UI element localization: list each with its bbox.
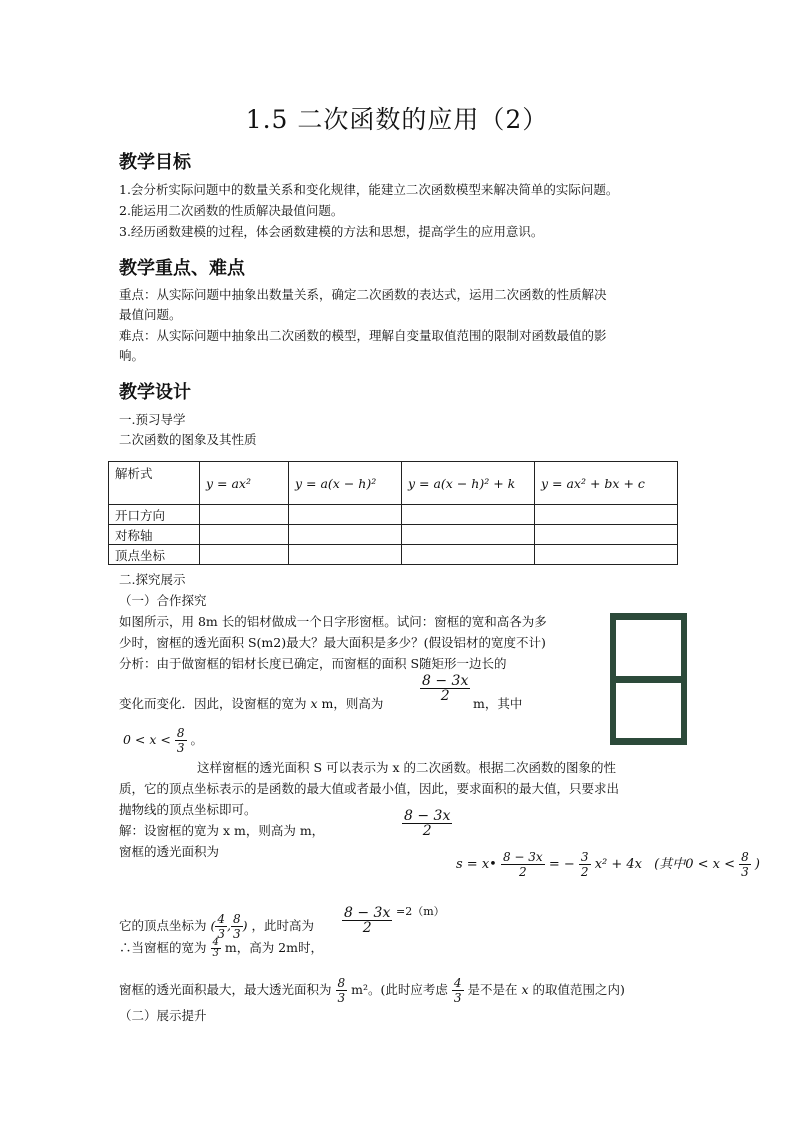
goal-item: 2.能运用二次函数的性质解决最值问题。 bbox=[119, 203, 344, 218]
difficulty-text: 难点：从实际问题中抽象出二次函数的模型，理解自变量取值范围的限制对函数最值的影 bbox=[119, 328, 607, 343]
solution-text: 解：设窗框的宽为 x m，则高为 m， bbox=[119, 823, 325, 838]
therefore-line bbox=[119, 938, 323, 959]
explanation-text: 质，它的顶点坐标表示的是函数的最大值或者最小值，因此，要求面积的最大值，只要求出 bbox=[119, 781, 620, 796]
analysis-text: m，其中 bbox=[473, 696, 523, 711]
table-row bbox=[109, 462, 678, 505]
goal-item: 3.经历函数建模的过程，体会函数建模的方法和思想，提高学生的应用意识。 bbox=[119, 224, 544, 239]
fraction-denominator: 2 bbox=[362, 920, 372, 936]
fraction-numerator: 4 bbox=[217, 912, 226, 926]
analysis-line bbox=[119, 694, 383, 714]
formula-part: x² + 4x bbox=[594, 857, 642, 872]
table-cell bbox=[402, 505, 535, 525]
table-header-cell: y = a(x − h)² + k bbox=[402, 462, 535, 505]
height-fraction bbox=[402, 809, 452, 838]
problem-text: 如图所示，用 8m 长的铝材做成一个日字形窗框。试问：窗框的宽和高各为多 bbox=[119, 614, 547, 629]
table-cell bbox=[289, 545, 402, 565]
fraction-numerator: 8 − 3x bbox=[502, 850, 543, 864]
therefore-text: ∴当窗框的宽为 bbox=[119, 940, 207, 955]
therefore-text: m，高为 2m时， bbox=[224, 940, 323, 955]
key-point-text: 最值问题。 bbox=[119, 307, 182, 322]
table-cell bbox=[289, 505, 402, 525]
height-fraction bbox=[420, 674, 470, 703]
table-cell bbox=[200, 545, 289, 565]
range-expression: 0 < x < bbox=[123, 732, 171, 747]
max-area-text: m²。(此时应考虑 bbox=[351, 982, 448, 997]
table-row bbox=[109, 545, 678, 565]
table-row-label: 顶点坐标 bbox=[109, 545, 200, 565]
fraction-denominator: 2 bbox=[422, 823, 432, 839]
goals-heading: 教学目标 bbox=[119, 152, 191, 173]
table-row bbox=[109, 525, 678, 545]
problem-text: 少时，窗框的透光面积 S(m2)最大？最大面积是多少？(假设铝材的宽度不计) bbox=[119, 635, 546, 650]
table-header-cell: 解析式 bbox=[109, 462, 200, 505]
fraction-numerator: 8 bbox=[741, 850, 749, 864]
analysis-text: 变化而变化．因此，设窗框的宽为 bbox=[119, 696, 307, 711]
window-frame-figure bbox=[610, 613, 687, 745]
formula-part: ) bbox=[754, 857, 760, 872]
difficulty-text: 响。 bbox=[119, 348, 145, 363]
explanation-text: 这样窗框的透光面积 S 可以表示为 x 的二次函数。根据二次函数的图象的性 bbox=[197, 760, 617, 775]
window-pane-top bbox=[616, 620, 681, 676]
fraction-numerator: 8 bbox=[337, 976, 346, 990]
range-line bbox=[123, 726, 203, 755]
explore-label: 二.探究展示 bbox=[119, 572, 186, 587]
explanation-text: 抛物线的顶点坐标即可。 bbox=[119, 802, 257, 817]
table-cell bbox=[402, 525, 535, 545]
solution-text: 窗框的透光面积为 bbox=[119, 844, 220, 859]
goal-item: 1.会分析实际问题中的数量关系和变化规律，能建立二次函数模型来解决简单的实际问题。 bbox=[119, 182, 619, 197]
table-cell bbox=[200, 525, 289, 545]
key-heading: 教学重点、难点 bbox=[119, 258, 245, 279]
fraction-denominator: 3 bbox=[337, 991, 346, 1005]
fraction-numerator: 4 bbox=[453, 976, 462, 990]
table-cell bbox=[402, 545, 535, 565]
table-cell bbox=[535, 525, 678, 545]
fraction-numerator: 8 − 3x bbox=[404, 808, 451, 824]
fraction-denominator: 2 bbox=[580, 865, 589, 879]
analysis-text: 分析：由于做窗框的铝材长度已确定，而窗框的面积 S随矩形一边长的 bbox=[119, 656, 507, 671]
window-pane-bottom bbox=[616, 683, 681, 738]
fraction-denominator: 3 bbox=[233, 927, 241, 941]
table-cell bbox=[289, 525, 402, 545]
table-row-label: 对称轴 bbox=[109, 525, 200, 545]
max-area-text: 的取值范围之内) bbox=[532, 982, 625, 997]
preview-label: 一.预习导学 bbox=[119, 412, 186, 427]
variable-x: x bbox=[521, 982, 529, 997]
design-heading: 教学设计 bbox=[119, 382, 191, 403]
fraction-numerator: 8 bbox=[233, 912, 241, 926]
formula-part: (其中0 < x < bbox=[654, 857, 735, 872]
fraction-numerator: 8 bbox=[176, 726, 185, 740]
fraction-denominator: 3 bbox=[212, 948, 219, 959]
table-cell bbox=[535, 545, 678, 565]
key-point-text: 重点：从实际问题中抽象出数量关系，确定二次函数的表达式，运用二次函数的性质解决 bbox=[119, 287, 607, 302]
explore-subheading: （一）合作探究 bbox=[119, 593, 207, 608]
fraction-denominator: 3 bbox=[176, 741, 185, 755]
vertex-text: ，此时高为 bbox=[251, 918, 315, 933]
properties-table bbox=[108, 461, 678, 565]
variable-x: x bbox=[310, 696, 318, 711]
fraction-denominator: 2 bbox=[519, 865, 527, 879]
vertex-text: 它的顶点坐标为 bbox=[119, 918, 207, 933]
max-area-line bbox=[119, 976, 625, 1005]
analysis-text: m，则高为 bbox=[321, 696, 384, 711]
table-header-cell: y = ax² + bx + c bbox=[535, 462, 678, 505]
fraction-denominator: 2 bbox=[440, 688, 450, 704]
fraction-numerator: 8 − 3x bbox=[422, 673, 469, 689]
fraction-denominator: 3 bbox=[217, 927, 226, 941]
table-header-cell: y = ax² bbox=[200, 462, 289, 505]
explore-subheading: （二）展示提升 bbox=[119, 1008, 207, 1023]
max-area-text: 是不是在 bbox=[467, 982, 518, 997]
table-cell bbox=[200, 505, 289, 525]
area-formula bbox=[456, 850, 760, 879]
table-cell bbox=[535, 505, 678, 525]
preview-subtitle: 二次函数的图象及其性质 bbox=[119, 432, 257, 447]
fraction-denominator: 3 bbox=[453, 991, 462, 1005]
formula-part: s = x• bbox=[456, 857, 497, 872]
height-fraction bbox=[342, 906, 392, 935]
formula-part: = − bbox=[548, 857, 575, 872]
page-title: 1.5 二次函数的应用（2） bbox=[245, 105, 549, 134]
fraction-denominator: 3 bbox=[741, 865, 749, 879]
table-row-label: 开口方向 bbox=[109, 505, 200, 525]
fraction-numerator: 8 − 3x bbox=[344, 905, 391, 921]
punctuation: 。 bbox=[190, 732, 203, 747]
max-area-text: 窗框的透光面积最大，最大透光面积为 bbox=[119, 982, 332, 997]
table-header-cell: y = a(x − h)² bbox=[289, 462, 402, 505]
vertex-line: 它的顶点坐标为 ( $\frac{4}{3}$ , $\frac{8}{3}$ ) ，此时高为 bbox=[119, 912, 315, 941]
fraction-numerator: 3 bbox=[580, 850, 589, 864]
height-value: =2（m） bbox=[396, 905, 445, 918]
fraction-numerator: 4 bbox=[212, 937, 219, 948]
table-row bbox=[109, 505, 678, 525]
